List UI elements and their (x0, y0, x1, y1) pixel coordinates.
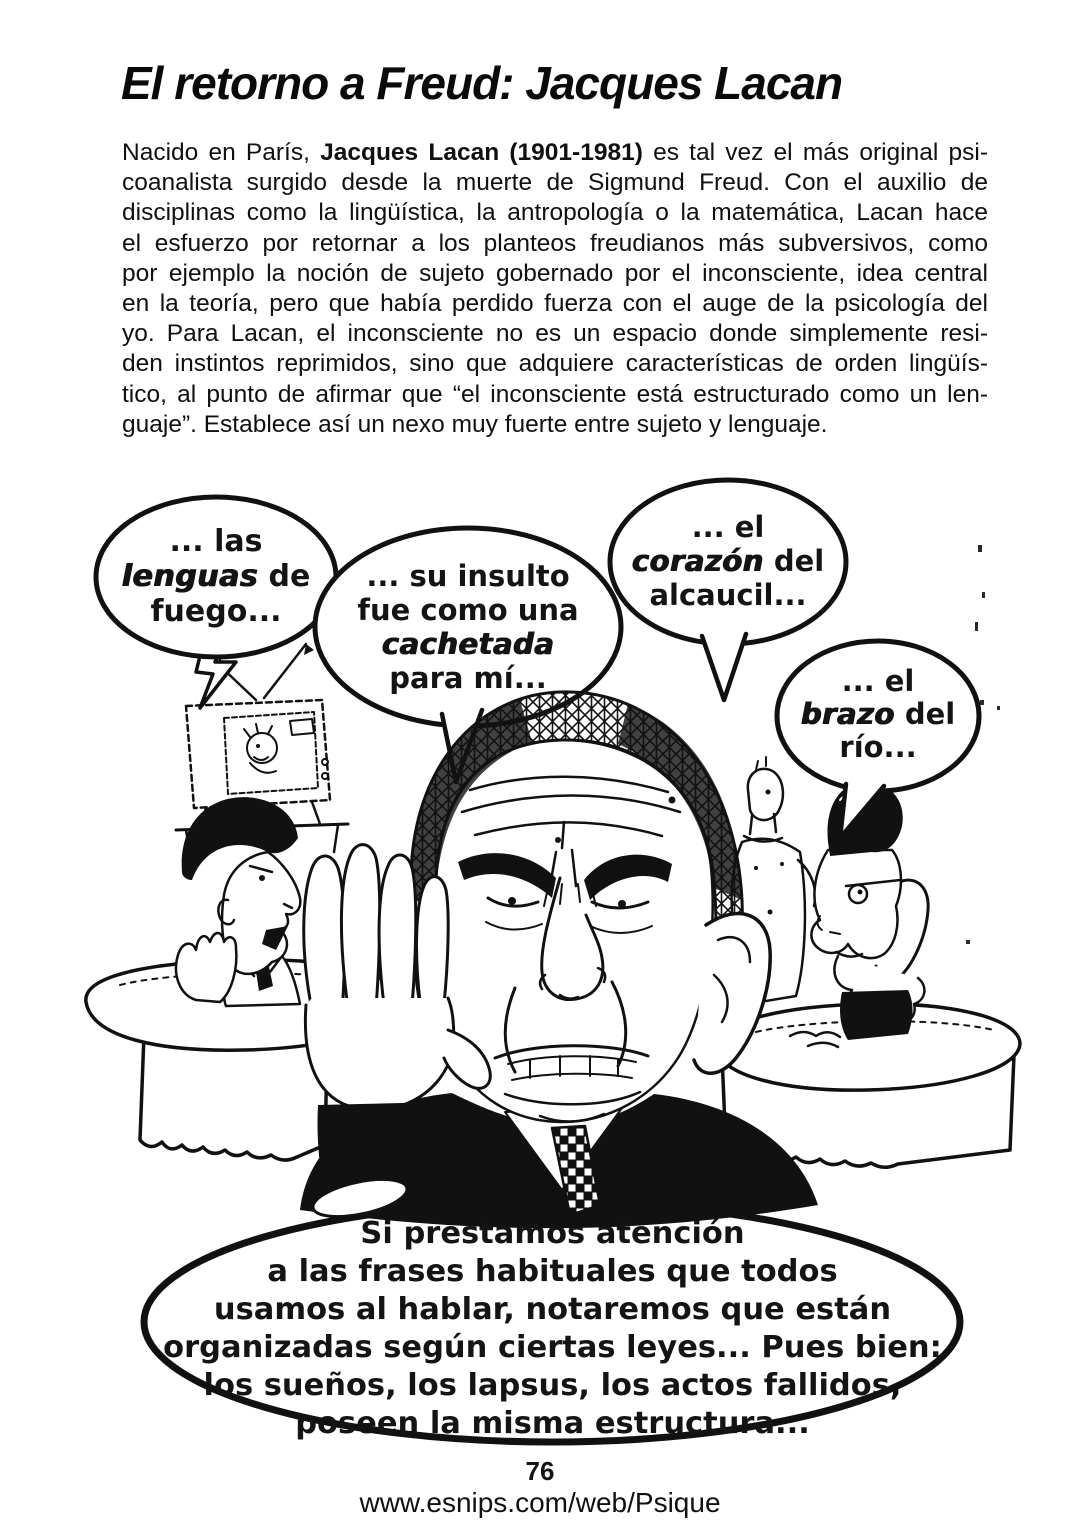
paragraph-text: es tal vez el más original psi- (642, 139, 988, 166)
bubble-line (778, 698, 978, 731)
bubble-line: alcaucil... (649, 578, 807, 612)
bubble-line: poseen la misma estructura... (295, 1406, 810, 1441)
bubble-line: fuego... (150, 594, 282, 629)
left-man-figure (176, 797, 300, 1006)
speech-bubble-main-text (145, 1215, 960, 1443)
bubble-line: ... las (169, 524, 263, 559)
emphasis-word: brazo (800, 697, 895, 731)
speech-bubble-arm-text (778, 665, 978, 764)
bubble-line: ... su insulto (366, 559, 570, 593)
bold-name-dates: Jacques Lacan (1901-1981) (320, 139, 643, 166)
bubble-line: usamos al hablar, notaremos que están (213, 1292, 892, 1327)
lacan-caricature (300, 692, 818, 1228)
emphasis-word: cachetada (381, 627, 555, 661)
bubble-line: para mí... (389, 661, 547, 695)
bubble-line: fue como una (357, 593, 579, 627)
bubble-line: organizadas según ciertas leyes... Pues bien: (163, 1330, 942, 1365)
bubble-line (612, 544, 844, 578)
speech-bubble-heart-text (612, 510, 844, 612)
bubble-text-part: del (763, 544, 825, 578)
paragraph-line: yo. Para Lacan, el inconsciente no es un espacio donde simplemente resi- (122, 320, 988, 348)
paragraph-line: por ejemplo la noción de sujeto gobernado por el inconsciente, idea central (122, 259, 988, 287)
paragraph-text: Nacido en París, (122, 139, 321, 166)
page-title: El retorno a Freud: Jacques Lacan (121, 57, 843, 109)
emphasis-word: lenguas (121, 559, 259, 594)
paragraph-line: en la teoría, pero que había perdido fuerza con el auge de la psicología del (122, 290, 988, 318)
bubble-line: Si prestamos atención (360, 1216, 745, 1251)
footer-url: www.esnips.com/web/Psique (359, 1487, 721, 1518)
bubble-line: río... (839, 730, 917, 764)
bubble-line: ... el (691, 510, 765, 544)
paragraph-line: den instintos reprimidos, sino que adquiere características de orden lingüís- (122, 350, 988, 378)
bubble-line (98, 559, 334, 594)
bubble-line (318, 627, 618, 661)
paragraph-line: disciplinas como la lingüística, la antropología o la matemática, Lacan hace (122, 199, 988, 227)
bubble-text-part: de (258, 559, 311, 594)
bubble-line: a las frases habituales que todos (267, 1254, 838, 1289)
paragraph-line (122, 138, 988, 168)
speech-bubble-fire-text (98, 524, 334, 629)
paragraph-line: tico, al punto de afirmar que “el inconsciente está estructurado como un len- (122, 380, 988, 408)
speech-bubble-insult-text (318, 559, 618, 695)
intro-paragraph (122, 138, 988, 440)
bubble-line: ... el (841, 664, 915, 698)
page-number: 76 (525, 1456, 555, 1486)
emphasis-word: corazón (631, 544, 764, 578)
bubble-text-part: del (894, 697, 956, 731)
paragraph-line: guaje”. Establece así un nexo muy fuerte entre sujeto y lenguaje. (122, 410, 828, 438)
paragraph-line: coanalista surgido desde la muerte de Sigmund Freud. Con el auxilio de (122, 169, 988, 197)
bubble-line: los sueños, los lapsus, los actos fallidos, (203, 1368, 902, 1403)
paragraph-line: el esfuerzo por retornar a los planteos freudianos más subversivos, como (122, 229, 988, 257)
